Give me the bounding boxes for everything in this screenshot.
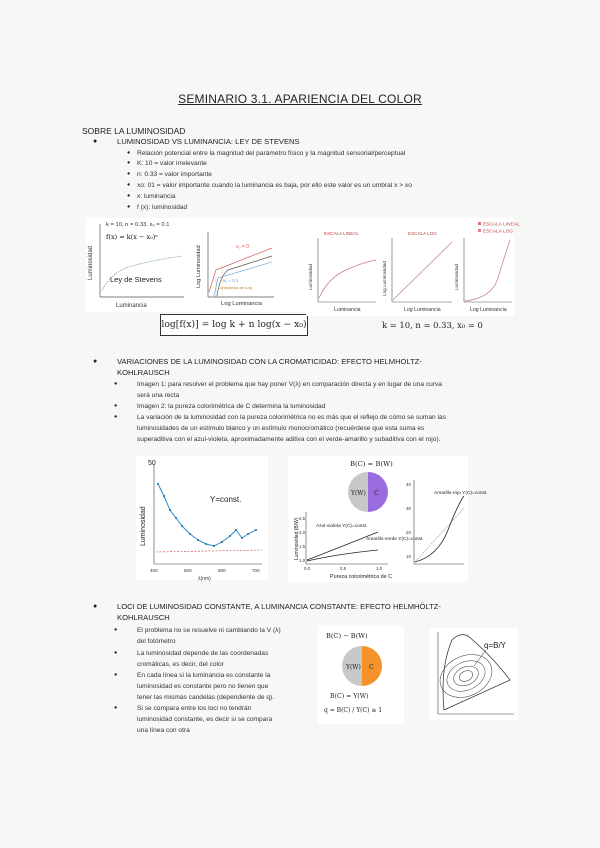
panel1-tag: ESCALA LINEAL (324, 231, 359, 236)
figA-xtick: 500 (184, 568, 192, 573)
sub-bullet-icon: ● (127, 171, 131, 177)
stevens-xlabel: Luminancia (116, 303, 147, 309)
figA-ylabel: Luminosidad (140, 506, 147, 546)
figB-eq: B(C) = B(W) (350, 460, 393, 468)
figB-ytick-right: 20 (406, 530, 411, 535)
s1-heading: LUMINOSIDAD VS LUMINANCIA: LEY DE STEVENS (117, 137, 300, 146)
s1-item: xo: 01 = valor importante cuando la luminancia es baja, por ello este valor es un umbral x > xo (137, 182, 412, 189)
s3-item-line: una línea con otra (137, 727, 190, 734)
figA-xtick: 400 (150, 568, 158, 573)
s1-item: n: 0.33 = valor importante (137, 171, 212, 178)
figA-point (221, 541, 223, 543)
figB-note2: Amarillo-verde Y(C)=const. (366, 537, 424, 542)
figD-label: q=B/Y (484, 641, 507, 650)
sub-bullet-icon: ● (127, 150, 131, 156)
figB-w: Y(W) (351, 490, 366, 497)
figA-point (241, 537, 243, 539)
s2-item-line: Imagen 2: la pureza colorimétrica de C determina la luminosidad (137, 403, 326, 410)
log-label-b: x₀ = 0.1 (223, 278, 239, 283)
panel1-xlabel: Luminancia (334, 307, 361, 313)
figC-eq-q: q = B(C) / Y(C) ≥ 1 (324, 707, 383, 714)
figB-ytick: 1.0 (299, 558, 306, 563)
figA-point (247, 533, 249, 535)
section-heading: SOBRE LA LUMINOSIDAD (82, 126, 186, 136)
s3-item-line: del fotómetro (137, 638, 176, 645)
figB-xtick: 1.0 (376, 566, 383, 571)
bullet-icon: ● (93, 138, 98, 145)
figB-ylabel: Luminosidad (B/W) (294, 517, 300, 560)
s3-item-line: Si se compara entre los loci no tendrán (137, 705, 252, 712)
figA-point (255, 529, 257, 531)
hk-purity-figure (288, 456, 488, 582)
stevens-eq-main: f(x) = k(x − x₀)ⁿ (106, 233, 159, 241)
figC-eq-mid: B(C) = Y(W) (330, 693, 369, 700)
legend-linear: ESCALA LINEAL (483, 222, 520, 228)
s2-item-line: La variación de la luminosidad con la pureza colorimétrica no es más que el reflejo de cómo se suman las (137, 414, 446, 421)
sub-bullet-icon: ● (114, 650, 118, 656)
sub-bullet-icon: ● (127, 204, 131, 210)
figA-point (229, 535, 231, 537)
s1-item: Relación potencial entre la magnitud del parámetro físico y la magnitud sensorial/perceptual (137, 150, 406, 157)
panel2-ylabel: Log Luminosidad (382, 261, 387, 296)
figA-point (205, 543, 207, 545)
s2-item-line: luminosidades de un estímulo blanco y un estímulo monocromático (recuérdese que esta suma es (137, 425, 425, 432)
figA-point (197, 539, 199, 541)
figA-point (189, 533, 191, 535)
sub-bullet-icon: ● (114, 627, 118, 633)
log-label-a: x₀ = 0 (236, 244, 250, 250)
sub-bullet-icon: ● (127, 160, 131, 166)
panel2-tag: ESCALA LOG (408, 231, 437, 236)
s3-item-line: La luminosidad depende de las coordenadas (137, 650, 269, 657)
panel3-xlabel: Log Luminancia (470, 307, 507, 313)
sub-bullet-icon: ● (114, 403, 118, 409)
figB-ytick-right: 30 (406, 506, 411, 511)
figA-point (163, 495, 165, 497)
s3-item-line: tener las mismas candelas (dependiente de q). (137, 694, 275, 701)
stevens-figure (86, 218, 306, 312)
stevens-ylabel: Luminosidad (88, 245, 94, 280)
log-equation: log[f(x)] = log k + n log(x − x₀) (161, 319, 307, 330)
figB-ytick-right: 10 (406, 554, 411, 559)
s1-item: K: 10 = valor irrelevante (137, 160, 207, 167)
figB-xtick: 0.5 (340, 566, 347, 571)
figB-ytick: 2.0 (299, 530, 306, 535)
s2-heading-line2: KOHLRAUSCH (117, 368, 170, 377)
s2-heading-line1: VARIACIONES DE LA LUMINOSIDAD CON LA CROMATICIDAD: EFECTO HELMHOLTZ- (117, 357, 422, 366)
sub-bullet-icon: ● (114, 414, 118, 420)
figA-label: Y=const. (210, 495, 242, 504)
figB-ytick: 1.5 (299, 544, 306, 549)
s3-item-line: luminosidad constante, es decir si se compara (137, 716, 273, 723)
figB-ytick: 2.5 (299, 516, 306, 521)
s1-item: x: luminancia (137, 193, 176, 200)
s3-heading-line2: KOHLRAUSCH (117, 613, 170, 622)
figB-ytick-right: 40 (406, 482, 411, 487)
bullet-icon: ● (93, 603, 98, 610)
figA-point (169, 509, 171, 511)
figB-note3: Amarillo-rojo Y(C)=const. (434, 491, 488, 496)
figB-xtick: 0.0 (304, 566, 311, 571)
s2-item-line: superaditiva con el azul-violeta, aproximadamente aditiva con el verde-amarillo y subaditiva con el rojo). (137, 436, 441, 443)
stevens-eq-top: k = 10, n = 0.33, x₀ = 0.1 (106, 222, 170, 228)
log-label-c: Luminancia de Log (218, 285, 252, 290)
figA-point (175, 517, 177, 519)
stevens-curve-label: Ley de Stevens (110, 275, 162, 284)
s2-item-line: será una recta (137, 392, 180, 399)
panel1-ylabel: Luminosidad (308, 263, 313, 290)
figB-c: C (374, 490, 379, 497)
bullet-icon: ● (93, 358, 98, 365)
legend-log: ESCALA LOG (483, 229, 514, 235)
params-equation: k = 10, n = 0.33, x₀ = 0 (382, 320, 483, 330)
s3-heading-line1: LOCI DE LUMINOSIDAD CONSTANTE, A LUMINANCIA CONSTANTE: EFECTO HELMHÖLTZ- (117, 602, 441, 611)
panel3-ylabel: Luminosidad (454, 263, 459, 290)
log-equation-box (160, 314, 308, 336)
sub-bullet-icon: ● (114, 672, 118, 678)
s1-item: f (x): luminosidad (137, 204, 188, 211)
loci-equation-figure (318, 626, 404, 724)
hk-wavelength-figure (136, 456, 268, 580)
s3-item-line: El problema no se resuelve ni cambiando la V (λ) (137, 627, 281, 634)
figA-top: 50 (148, 460, 156, 467)
scale-panels-figure (306, 218, 520, 316)
figC-w: Y(W) (346, 664, 361, 671)
figC-c: C (369, 664, 374, 671)
figC-eq-top: B(C) − B(W) (326, 632, 368, 640)
figB-note1: Azul-violeta Y(C)=const. (316, 524, 368, 529)
figA-xtick: 600 (218, 568, 226, 573)
figA-xtick: 700 (252, 568, 260, 573)
log-ylabel: Log Luminosidad (196, 245, 202, 288)
sub-bullet-icon: ● (127, 193, 131, 199)
s3-item-line: luminosidad es constante pero no tienen que (137, 683, 269, 690)
figB-xlabel: Pureza colorimétrica de C (330, 574, 393, 580)
s3-item-line: En cada línea si la luminancia es constante la (137, 672, 271, 679)
figA-point (235, 529, 237, 531)
log-xlabel: Log Luminancia (221, 301, 262, 307)
sub-bullet-icon: ● (127, 182, 131, 188)
sub-bullet-icon: ● (114, 705, 118, 711)
loci-chromaticity-figure (430, 628, 518, 720)
page-title: SEMINARIO 3.1. APARIENCIA DEL COLOR (178, 92, 422, 106)
figA-xlabel: λ(nm) (198, 576, 211, 582)
figA-point (181, 525, 183, 527)
figA-point (157, 483, 159, 485)
figA-curve (158, 484, 256, 546)
s3-item-line: cromáticas, es decir, del color (137, 661, 224, 668)
panel2-xlabel: Log Luminancia (404, 307, 441, 313)
figA-point (213, 545, 215, 547)
s2-item-line: Imagen 1: para resolver el problema que hay poner V(λ) en comparación directa y en lugar de una curva (137, 381, 442, 388)
sub-bullet-icon: ● (114, 381, 118, 387)
